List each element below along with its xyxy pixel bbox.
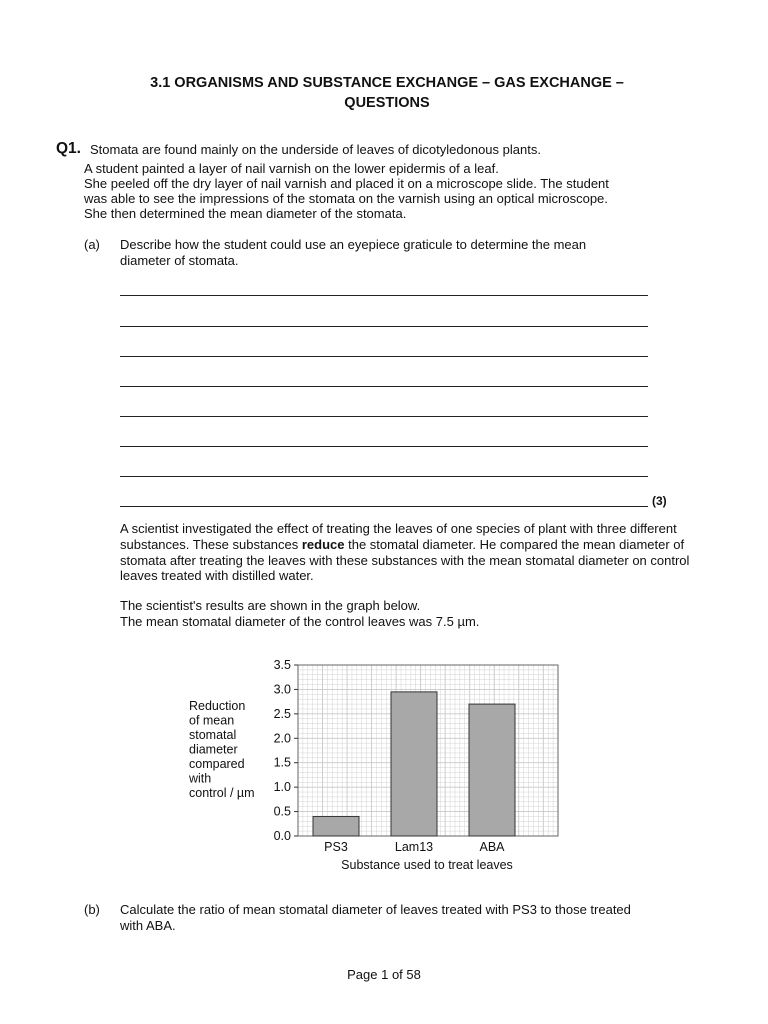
part-a-text (120, 237, 586, 268)
question-line: A student painted a layer of nail varnish on the lower epidermis of a leaf. (84, 161, 499, 176)
y-axis-label-line: compared (189, 757, 245, 771)
answer-line[interactable] (120, 476, 648, 477)
x-tick-label: ABA (479, 840, 505, 854)
part-b-text-line: with ABA. (120, 917, 176, 933)
results-line: The mean stomatal diameter of the control leaves was 7.5 µm. (120, 613, 480, 629)
y-tick-label: 1.5 (273, 755, 291, 770)
answer-line[interactable] (120, 416, 648, 417)
marks-label: (3) (652, 494, 667, 508)
bar-ps3 (313, 816, 359, 836)
chart-xticks (324, 840, 505, 854)
title-line-1: 3.1 ORGANISMS AND SUBSTANCE EXCHANGE – GAS EXCHANGE – (150, 75, 624, 91)
y-tick-label: 0.0 (273, 829, 291, 843)
y-axis-label-line: stomatal (189, 728, 237, 742)
bar-lam13 (391, 692, 437, 836)
y-tick-label: 1.0 (273, 780, 291, 795)
chart-ylabel (188, 699, 255, 800)
question-label: Q1. (56, 140, 81, 157)
title-line-2: QUESTIONS (344, 95, 430, 111)
page-footer: Page 1 of 58 (347, 967, 421, 982)
y-axis-label-line: control / µm (189, 786, 255, 800)
part-b-text-line: Calculate the ratio of mean stomatal diameter of leaves treated with PS3 to those treated (120, 902, 631, 917)
results-line: The scientist's results are shown in the graph below. (120, 598, 421, 613)
part-a-text-line: diameter of stomata. (120, 252, 239, 268)
scientist-paragraph (120, 521, 690, 584)
y-axis-label-line: Reduction (189, 699, 246, 713)
y-tick-label: 3.0 (273, 682, 291, 697)
y-axis-label-line: with (189, 771, 212, 786)
chart-yticks (274, 658, 298, 843)
bar-aba (469, 704, 515, 836)
question-line: She peeled off the dry layer of nail varnish and placed it on a microscope slide. The student (84, 176, 609, 191)
part-a-label: (a) (84, 237, 100, 252)
y-tick-label: 0.5 (273, 804, 291, 819)
y-axis-label-line: of mean (189, 713, 235, 728)
answer-line[interactable] (120, 356, 648, 357)
scientist-text: the stomatal diameter. He compared the mean diameter of stomata after treating the leaves with these substances with the mean stomatal diameter on control leaves treated with distilled water. (120, 536, 690, 584)
scientist-bold-word: reduce (301, 536, 345, 552)
question-line: was able to see the impressions of the stomata on the varnish using an optical microscope. (84, 191, 608, 206)
answer-line[interactable] (120, 386, 648, 387)
y-axis-label-line: diameter (189, 742, 238, 757)
part-a-text-line: Describe how the student could use an eyepiece graticule to determine the mean (120, 237, 587, 252)
x-tick-label: Lam13 (394, 840, 434, 854)
x-tick-label: PS3 (324, 840, 348, 854)
answer-line[interactable] (120, 326, 648, 327)
answer-line[interactable] (120, 295, 648, 296)
answer-line[interactable] (120, 506, 648, 507)
bar-chart (180, 655, 580, 877)
question-intro: Stomata are found mainly on the underside of leaves of dicotyledonous plants. (90, 142, 541, 157)
scientist-text: A scientist investigated the effect of treating the leaves of one species of plant with three different substances. These substances (120, 521, 677, 552)
part-b-label: (b) (84, 902, 100, 917)
page-title (60, 73, 714, 113)
question-line: She then determined the mean diameter of the stomata. (84, 206, 407, 221)
y-tick-label: 2.5 (273, 706, 291, 721)
part-b-text (120, 902, 631, 933)
y-tick-label: 2.0 (273, 731, 291, 746)
results-paragraph (120, 598, 690, 630)
answer-line[interactable] (120, 446, 648, 447)
chart-xlabel: Substance used to treat leaves (341, 858, 513, 872)
y-tick-label: 3.5 (273, 658, 291, 672)
